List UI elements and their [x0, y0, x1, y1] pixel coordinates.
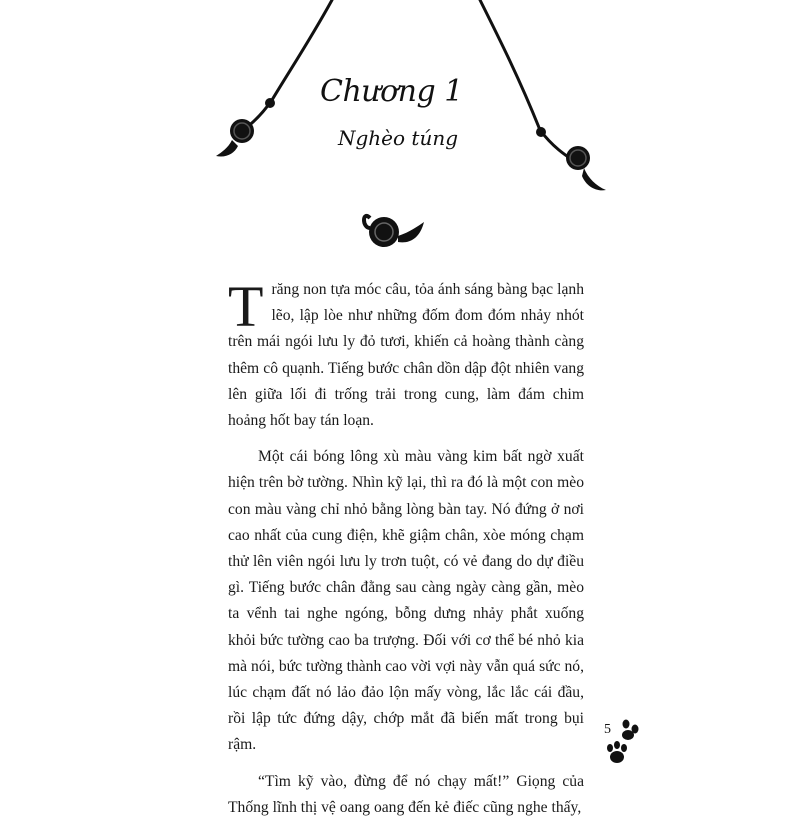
chapter-title: Chương 1 [320, 74, 463, 109]
paragraph-2: Một cái bóng lông xù màu vàng kim bất ngờ xuất hiện trên bờ tường. Nhìn kỹ lại, thì ra đó là một con mèo con màu vàng chỉ nhỏ bằng lòng bàn tay. Nó đứng ở nơi cao nhất của cung điện, khẽ giậm chân, xòe móng chạm thử lên viên ngói lưu ly trơn tuột, có vẻ đang do dự điều gì. Tiếng bước chân đằng sau càng ngày càng gần, mèo ta vểnh tai nghe ngóng, bỗng dưng nhảy phắt xuống khỏi bức tường cao ba trượng. Đối với cơ thể bé nhỏ kia mà nói, bức tường thành cao vời vợi này vẫn quá sức nó, lúc chạm đất nó lảo đảo lộn mấy vòng, lắc lắc cái đầu, rồi lập tức đứng dậy, chớp mắt đã biến mất trong bụi rậm. [228, 448, 584, 754]
chapter-body [228, 274, 584, 831]
chapter-subtitle: Nghèo túng [338, 126, 459, 150]
paragraph-1-text: răng non tựa móc câu, tỏa ánh sáng bàng bạc lạnh lẽo, lập lòe như những đốm đom đóm nhảy nhót trên mái ngói lưu ly đỏ tươi, khiến cả hoàng thành càng thêm cô quạnh. Tiếng bước chân dồn dập đột nhiên vang lên giữa lối đi trống trải trong cung, làm đám chim hoảng hốt bay tán loạn. [228, 281, 584, 430]
page-number: 5 [604, 722, 611, 737]
paragraph-1 [228, 274, 584, 434]
dropcap: T [228, 274, 264, 339]
cat-paw-icon [602, 718, 642, 768]
paragraph-3: “Tìm kỹ vào, đừng để nó chạy mất!” Giọng của Thống lĩnh thị vệ oang oang đến kẻ điếc cũng nghe thấy, [228, 772, 584, 816]
